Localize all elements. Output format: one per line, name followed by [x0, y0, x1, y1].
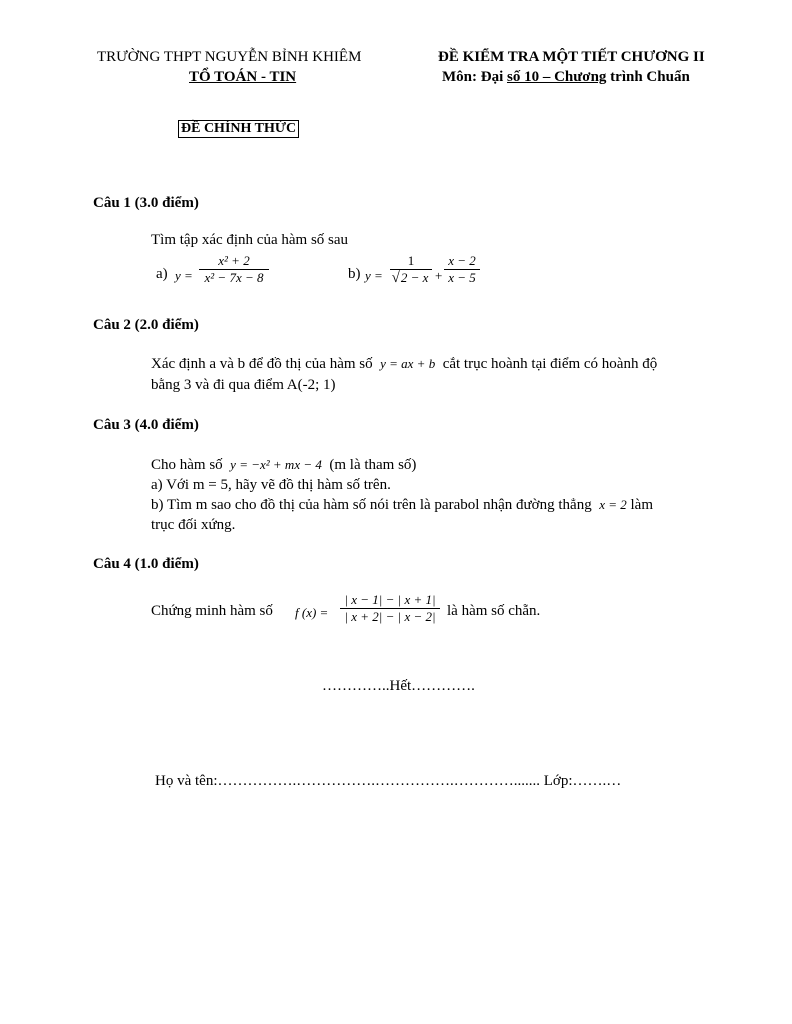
q4-fraction: [340, 592, 440, 625]
subject-prefix: Môn: Đại: [442, 69, 507, 85]
end-marker: …………..Hết………….: [322, 678, 475, 694]
q4-numerator: | x − 1| − | x + 1|: [344, 592, 436, 607]
q1b-fraction-2: [444, 253, 480, 286]
subject-line: [442, 69, 690, 86]
question-2-heading: Câu 2 (2.0 điểm): [93, 317, 199, 333]
q1b-label: b): [348, 266, 361, 282]
q2-line1-math: y = ax + b: [380, 356, 436, 371]
q1a-denominator: x² − 7x − 8: [204, 270, 264, 285]
q2-line1-pre: Xác định a và b để đồ thị của hàm số: [151, 356, 373, 372]
question-1-heading: Câu 1 (3.0 điểm): [93, 195, 199, 211]
q4-line-post: là hàm số chẵn.: [447, 603, 541, 619]
q3-part-b-pre: b) Tìm m sao cho đồ thị của hàm số nói trên là parabol nhận đường thẳng: [151, 497, 592, 513]
school-name: TRƯỜNG THPT NGUYỄN BỈNH KHIÊM: [97, 49, 362, 65]
question-4-heading: Câu 4 (1.0 điểm): [93, 556, 199, 572]
q1a-label: a): [156, 266, 168, 282]
question-3-heading: Câu 3 (4.0 điểm): [93, 417, 199, 433]
department-name: TỔ TOÁN - TIN: [189, 69, 297, 85]
q4-line-pre: Chứng minh hàm số: [151, 603, 273, 619]
q4-lhs: f (x) =: [295, 605, 329, 620]
q1b-fraction-1: [390, 253, 432, 286]
q2-line-2: bằng 3 và đi qua điểm A(-2; 1): [151, 377, 336, 393]
q1a-numerator: x² + 2: [218, 253, 250, 268]
q3-line1-pre: Cho hàm số: [151, 457, 223, 473]
question-1-prompt: Tìm tập xác định của hàm số sau: [151, 232, 349, 248]
q1b-frac2-numerator: x − 2: [448, 253, 476, 268]
q1b-radicand: 2 − x: [400, 270, 429, 285]
q3-part-b-post: làm: [630, 497, 653, 513]
q1b-lhs: y =: [365, 268, 383, 283]
q3-part-b-line-2: trục đối xứng.: [151, 517, 236, 533]
subject-suffix: trình Chuẩn: [606, 69, 690, 85]
q3-part-b-math: x = 2: [599, 497, 627, 512]
q1b-frac2-denominator: x − 5: [448, 270, 476, 285]
subject-underlined: số 10 – Chương: [507, 69, 607, 85]
q4-denominator: | x + 2| − | x − 2|: [344, 609, 436, 624]
q3-line1-math: y = −x² + mx − 4: [230, 457, 322, 472]
q1a-lhs: y =: [175, 268, 193, 283]
q1a-fraction: [199, 253, 269, 286]
exam-title: ĐỀ KIỂM TRA MỘT TIẾT CHƯƠNG II: [438, 49, 705, 65]
q3-part-b: [151, 497, 653, 514]
q3-part-a: a) Với m = 5, hãy vẽ đồ thị hàm số trên.: [151, 477, 391, 493]
q2-line1-post: cắt trục hoành tại điểm có hoành độ: [442, 356, 658, 372]
q1b-plus: +: [435, 268, 443, 283]
student-name-line: Họ và tên:…………….…………….…………….…………....... Lớp:…….…: [155, 773, 622, 789]
sqrt-icon: √: [391, 270, 400, 286]
q3-line1-post: (m là tham số): [329, 457, 417, 473]
official-label: ĐỀ CHÍNH THỨC: [178, 120, 299, 138]
q1b-frac1-numerator: 1: [407, 253, 415, 268]
q1b-frac1-denominator: [390, 270, 432, 286]
q2-line-1: [151, 356, 657, 373]
q3-line-1: [151, 457, 416, 474]
